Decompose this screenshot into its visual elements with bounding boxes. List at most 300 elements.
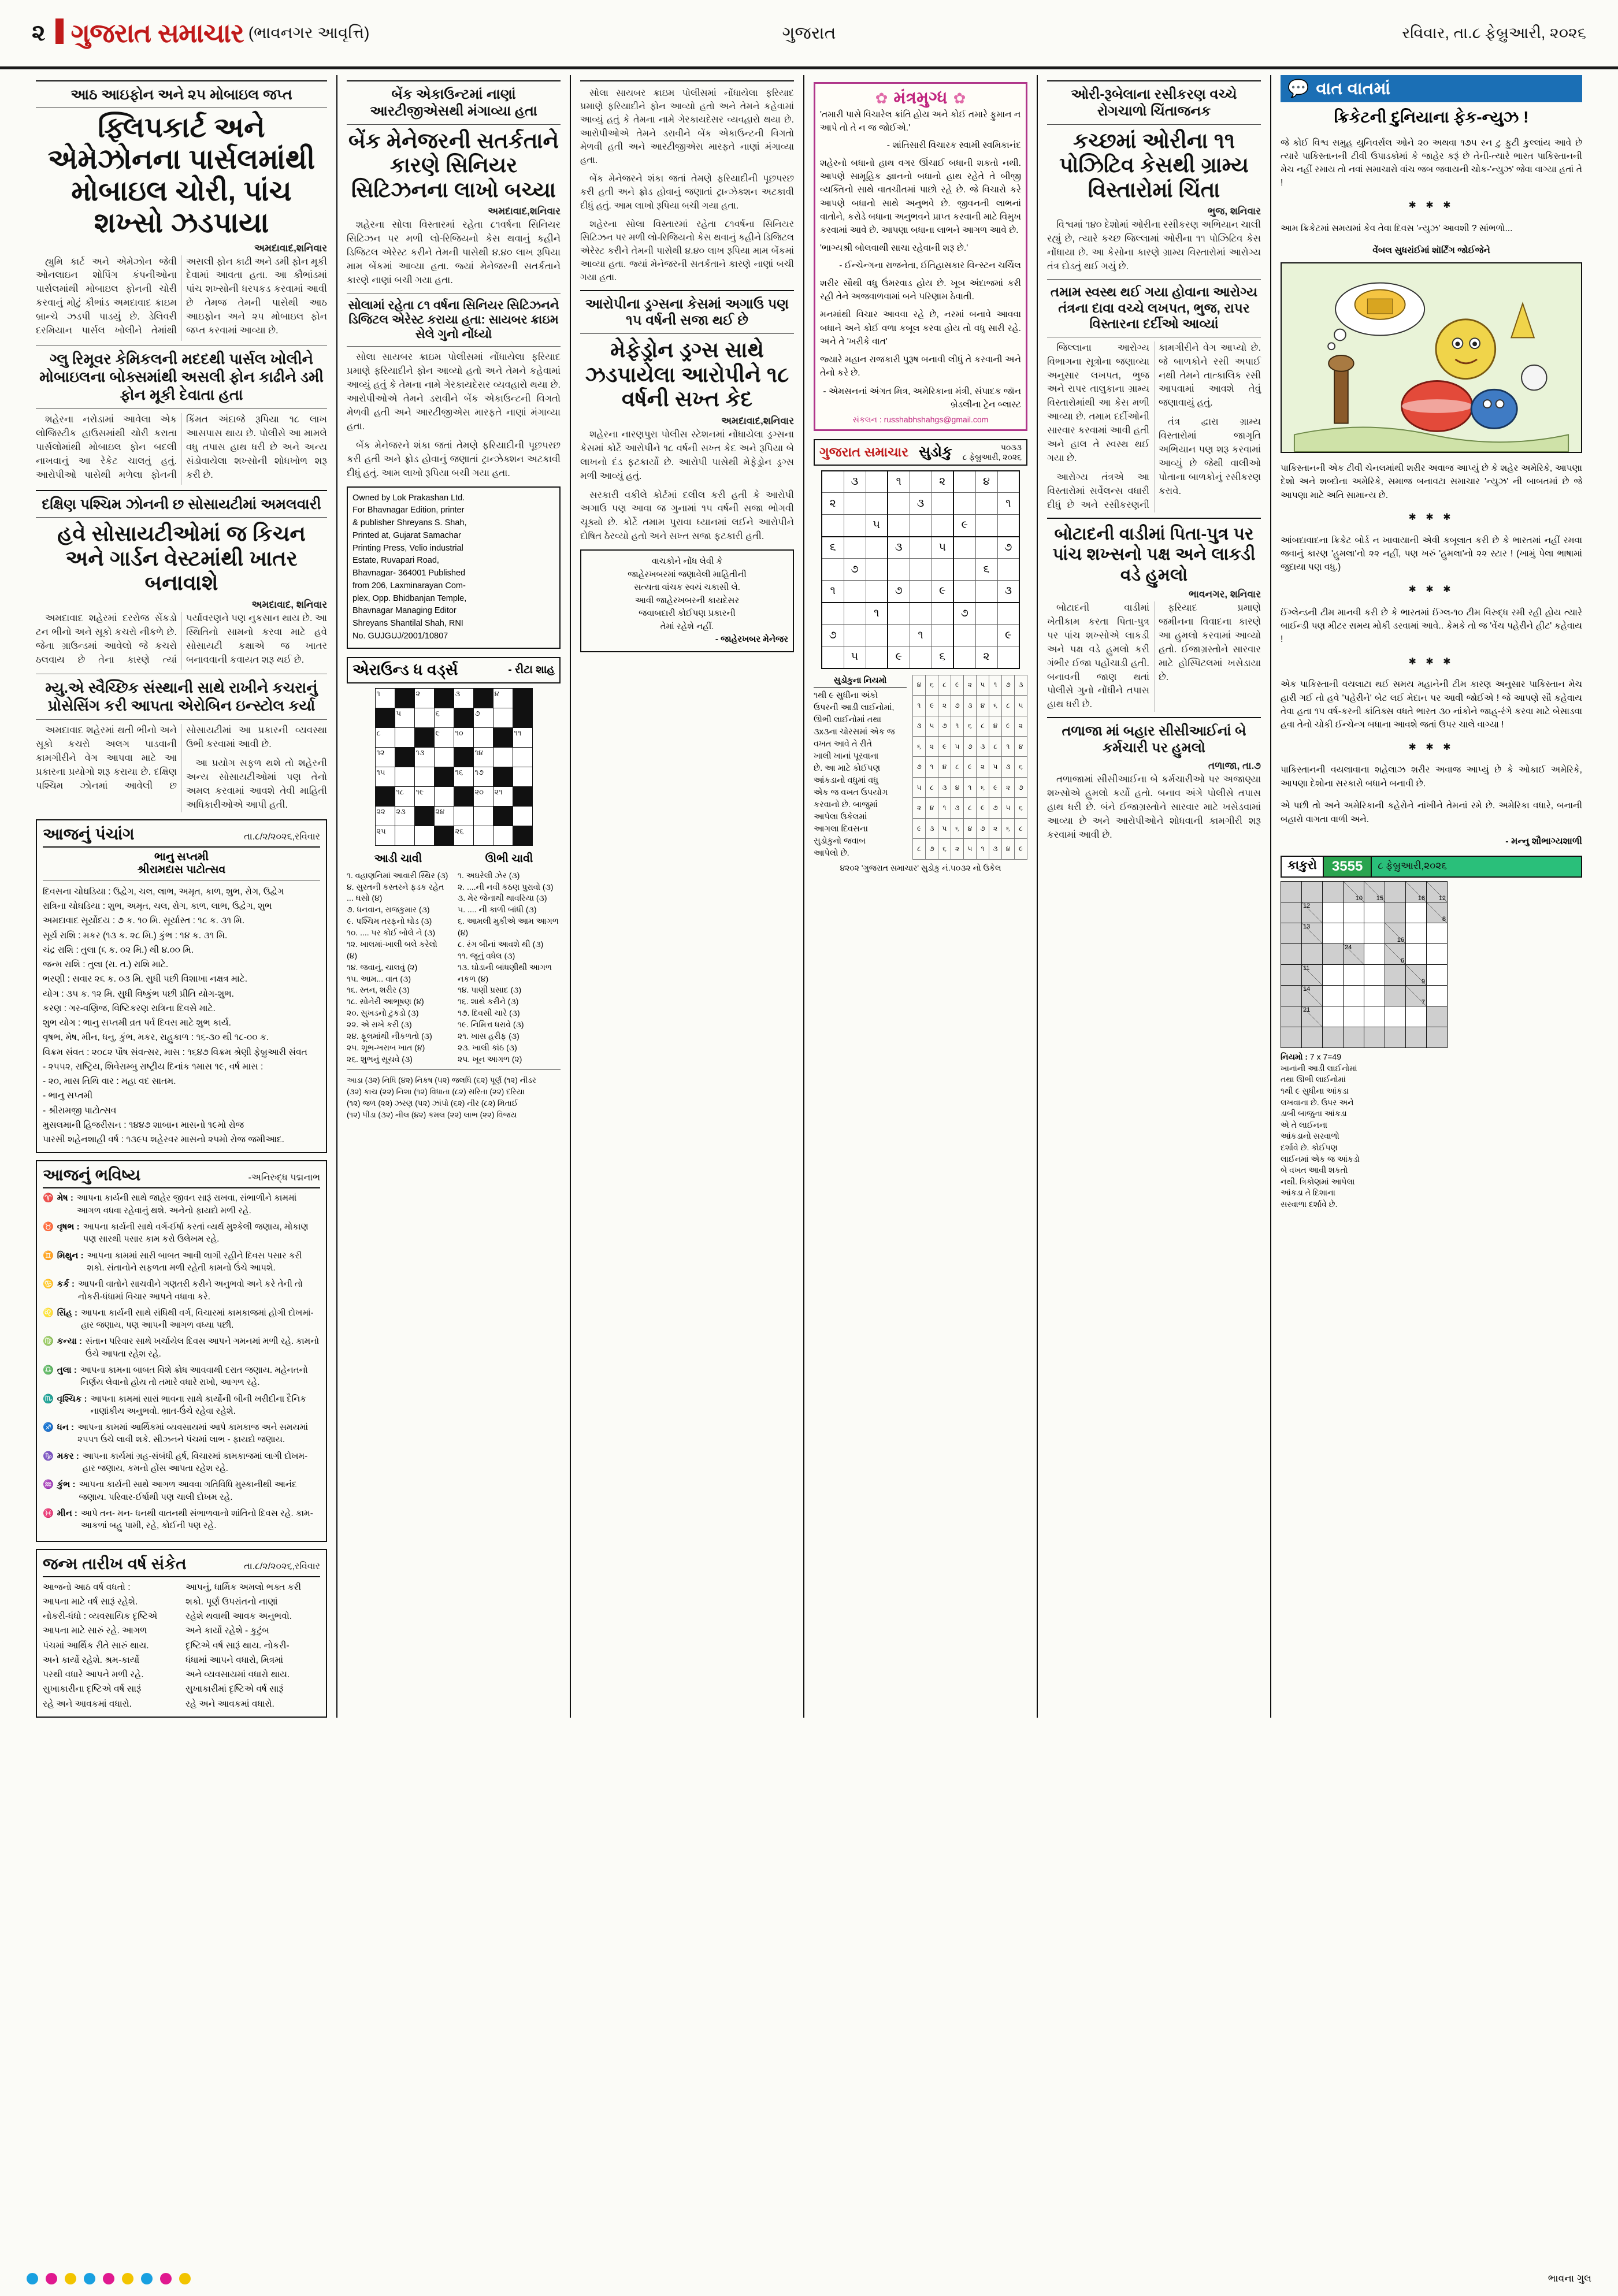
cw-cell[interactable] — [414, 708, 434, 727]
cw-cell[interactable] — [414, 826, 434, 845]
ans-cell: ૭ — [926, 839, 938, 859]
sudoku-cell[interactable]: ૭ — [997, 537, 1019, 559]
cw-block — [513, 826, 532, 845]
sudoku-cell[interactable] — [866, 537, 888, 559]
sudoku-cell[interactable]: ૯ — [997, 625, 1019, 647]
kakuro-cell[interactable] — [1406, 1006, 1427, 1027]
sudoku-cell[interactable]: ૩ — [910, 493, 932, 515]
cw-cell[interactable] — [395, 767, 414, 786]
cw-cell[interactable]: ૬ — [434, 708, 454, 727]
kakuro-cell[interactable] — [1364, 986, 1385, 1006]
sudoku-cell[interactable] — [975, 603, 997, 625]
horoscope-item — [43, 1221, 320, 1246]
crossword-title: એરાઉન્ડ ધ વર્ડ્સ — [352, 660, 458, 678]
sudoku-cell[interactable] — [975, 581, 997, 603]
sudoku-cell[interactable]: ૯ — [888, 647, 910, 668]
kakuro-rule-line: બે વખત આવી શકતો — [1281, 1165, 1348, 1175]
birth-col-left — [43, 1581, 177, 1712]
ans-cell: ૫ — [977, 675, 989, 695]
ans-cell: ૯ — [964, 757, 977, 777]
sudoku-grid[interactable] — [821, 470, 1020, 669]
ans-cell: ૯ — [913, 818, 926, 838]
cw-cell[interactable] — [513, 767, 532, 786]
kakuro-rule-line: લખવાના છે. ઉપર અને — [1281, 1097, 1354, 1107]
mantra-para: જ્યારે મહાન રાજકારી પુરૂષ બનાવી લીધું તે કરવાની અને તેનો કરે છે. — [820, 355, 1021, 378]
kakuro-cell[interactable] — [1344, 902, 1364, 923]
sudoku-cell[interactable] — [822, 515, 844, 537]
story5-para-1: વિશ્વમાં ૧૪૦ દેશોમાં ઓરીના રસીકરણ અભિયાન ચાલી રહ્યું છે, ત્યારે કચ્છ જિલ્લામાં ઓરીના ૧૧ પોઝિટિવ કેસ નોંધાયા છે. આ કેસોના કારણે ગ્રામ્ય વિસ્તારોમાં આરોગ્ય તંત્ર દોડતું થઈ ગયું છે. — [1047, 220, 1261, 272]
sudoku-cell[interactable] — [822, 603, 844, 625]
zodiac-sagittarius-icon: ♐ — [43, 1422, 54, 1433]
clue: ૪. સુરતની કસ્તરને ફડક રહેત ... ઘસો (૪) — [347, 882, 444, 903]
sudoku-cell[interactable] — [975, 625, 997, 647]
down-title: ઊભી ચાવી — [485, 852, 533, 865]
kakuro-cell[interactable] — [1364, 1006, 1385, 1027]
sudoku-cell[interactable]: ૧ — [888, 471, 910, 493]
kakuro-cell[interactable] — [1427, 965, 1448, 986]
sudoku-cell[interactable] — [975, 515, 997, 537]
cw-cell[interactable] — [395, 826, 414, 845]
cw-cell[interactable] — [454, 806, 473, 826]
sudoku-cell[interactable] — [888, 515, 910, 537]
story1-subhead: ગ્લુ રિમૂવર કેમિકલની મદદથી પાર્સલ ખોલીને મોબાઇલના બોક્સમાંથી અસલી ફોન કાઢીને ડમી ફોન મૂકી દેવાતા હતા — [39, 350, 324, 403]
cw-cell[interactable] — [493, 708, 513, 727]
zodiac-aquarius-icon: ♒ — [43, 1480, 54, 1490]
birth-line: પરથી વધારે આપને મળી રહે. — [43, 1670, 144, 1680]
horoscope-title: આજનું ભવિષ્ય — [43, 1166, 141, 1184]
sudoku-meta — [963, 443, 1022, 462]
kakuro-clue: 14 — [1302, 986, 1323, 1006]
sudoku-cell[interactable]: ૯ — [932, 581, 953, 603]
cw-cell[interactable] — [414, 767, 434, 786]
clue: ૨૩. ખાલી કાંઠ (૩) — [458, 1042, 517, 1052]
panchang-row: રાત્રિના ચોઘડિયા : શુભ, અમૃત, ચલ, રોગ, કાળ, લાભ, ઉદ્વેગ, શુભ — [43, 901, 272, 912]
kakuro-clue: 9 — [1406, 965, 1427, 986]
ans-cell: ૪ — [951, 777, 964, 797]
kakuro-header — [1281, 856, 1582, 878]
mantra-contact — [820, 415, 1021, 425]
horoscope-item — [43, 1507, 320, 1532]
cw-cell[interactable]: ૧૬ — [454, 767, 473, 786]
cw-cell[interactable]: ૧૫ — [375, 767, 395, 786]
kakuro-cell[interactable] — [1406, 944, 1427, 965]
kakuro-cell[interactable] — [1385, 1006, 1406, 1027]
kakuro-cell[interactable] — [1344, 986, 1364, 1006]
sudoku-cell[interactable]: ૭ — [822, 625, 844, 647]
ans-cell: ૧ — [913, 696, 926, 716]
story4-byline: અમદાવાદ,શનિવાર — [721, 415, 794, 426]
sudoku-cell[interactable] — [844, 493, 866, 515]
cw-block — [513, 786, 532, 806]
cw-cell[interactable]: ૧૭ — [473, 767, 493, 786]
color-dot — [103, 2273, 114, 2284]
sudoku-cell[interactable] — [910, 559, 932, 581]
sudoku-cell[interactable]: ૧ — [910, 625, 932, 647]
sudoku-cell[interactable] — [953, 493, 975, 515]
kakuro-rule-line: ૧થી ૯ સુધીના આંકડા — [1281, 1086, 1349, 1096]
sudoku-answer-grid — [912, 675, 1027, 860]
rule-line: ૩x૩ના ચોરસમાં એક જ — [814, 727, 895, 737]
sudoku-cell[interactable]: ૩ — [844, 471, 866, 493]
sudoku-cell[interactable] — [997, 559, 1019, 581]
zodiac-name: વૃશ્ચિક : — [57, 1394, 87, 1404]
cw-cell[interactable]: ૨૪ — [434, 806, 454, 826]
story5-para-3: આરોગ્ય તંત્રએ આ વિસ્તારોમાં સર્વેલન્સ વધારી દીધું છે અને રસીકરણની કામગીરીને વેગ આપ્યો છે. જે બાળકોને રસી અપાઈ નથી તેમને તાત્કાલિક રસી આપવામાં આવશે તેવું જણાવાયું હતું. — [1047, 342, 1261, 510]
kakuro-rule-line: એ તે લાઈનના — [1281, 1120, 1327, 1130]
cw-cell[interactable]: ૮ — [375, 727, 395, 747]
zodiac-text: આપે તન- મન- ધનથી વાતનથી સંભાળવાનો શાંતિનો દિવસ રહે. કામ-આકળાં બહુ પામી, રહે, કોઈની પણ રહે. — [80, 1508, 313, 1531]
mantra-quote: 'તમારી પાસે વિચારેલ ક્રાંતિ હોય અને કોઈ તમારે ફુમાન ન આપે તો તે ન જ જોઈએ.' — [820, 110, 1021, 133]
birth-line: આજનો આઠ વર્ષ વધતો : — [43, 1582, 131, 1592]
cw-cell[interactable]: ૨૩ — [395, 806, 414, 826]
zodiac-scorpio-icon: ♏ — [43, 1394, 54, 1404]
sudoku-cell[interactable] — [844, 603, 866, 625]
zodiac-aries-icon: ♈ — [43, 1193, 54, 1203]
ans-cell: ૬ — [964, 716, 977, 736]
cw-cell[interactable]: ૧ — [375, 688, 395, 708]
kakuro-cell[interactable] — [1364, 902, 1385, 923]
sudoku-cell[interactable]: ૨ — [822, 493, 844, 515]
column-article-body — [1281, 136, 1582, 849]
story6-headline: બોટાદની વાડીમાં પિતા-પુત્ર પર પાંચ શખ્સનો પક્ષ અને લાકડી વડે હુમલો — [1052, 524, 1256, 585]
zodiac-text: આપની વાતોને સાચવીને ગણતરી કરીને અનુભવો અને કરે તેની તો નોકરી-ધંધામાં વિચાર આપને વધાવા કરે. — [78, 1279, 303, 1302]
kakuro-cell[interactable] — [1323, 1006, 1344, 1027]
cw-block — [454, 786, 473, 806]
kakuro-cell[interactable] — [1323, 986, 1344, 1006]
kakuro-clue: 8 — [1427, 902, 1448, 923]
story2-kicker: દક્ષિણ પશ્ચિમ ઝોનની છ સોસાયટીમાં અમલવારી — [42, 496, 321, 513]
cw-cell[interactable] — [493, 826, 513, 845]
sudoku-cell[interactable] — [910, 515, 932, 537]
sudoku-cell[interactable]: ૬ — [822, 537, 844, 559]
sudoku-cell[interactable] — [888, 559, 910, 581]
clue: ૨૧. ખાસ હરીફ (૩) — [458, 1031, 519, 1041]
zodiac-text: આપના કાર્યની સાથે વર્ગ-ઈર્ષા કરતાં વ્યર્થ મુશ્કેલી જણાય, મોકાણ પણ સારથી પસાર કામ કરો ઉલેખમ રહે. — [83, 1222, 309, 1244]
ans-cell: ૬ — [1002, 818, 1015, 838]
ans-cell: ૩ — [1002, 757, 1015, 777]
sudoku-cell[interactable] — [866, 493, 888, 515]
kakuro-block — [1385, 986, 1406, 1006]
sudoku-cell[interactable] — [910, 537, 932, 559]
sudoku-cell[interactable] — [910, 581, 932, 603]
cw-cell[interactable]: ૧૩ — [414, 747, 434, 767]
sudoku-cell[interactable] — [975, 537, 997, 559]
zodiac-capricorn-icon: ♑ — [43, 1451, 54, 1461]
ans-cell: ૯ — [926, 696, 938, 716]
panchang-row: વિક્રમ સંવત : ૨૦૮૨ પૌષ સંવત્સર, માસ : ૧૬૪૭ વિક્રમ શ્રેણી ફેબ્રુઆરી સંવત — [43, 1047, 307, 1057]
crossword-grid[interactable] — [375, 688, 533, 846]
sudoku-cell[interactable] — [888, 493, 910, 515]
sudoku-cell[interactable]: ૩ — [997, 581, 1019, 603]
sudoku-cell[interactable] — [866, 559, 888, 581]
sudoku-cell[interactable]: ૬ — [975, 559, 997, 581]
birth-line: અને કાર્યો રહેશે. શ્રમ-કાર્યો — [43, 1655, 140, 1665]
birth-line: સુખાકારીમાં દૃષ્ટિએ વર્ષ સારૂં — [185, 1684, 284, 1695]
story4-kicker: આરોપીના ડ્રગ્સના કેસમાં અગાઉ પણ ૧૫ વર્ષની સજા થઈ છે — [585, 296, 789, 329]
birth-title-row — [43, 1555, 320, 1577]
cw-cell[interactable] — [434, 786, 454, 806]
kakuro-clue: 24 — [1344, 944, 1364, 965]
story6-para-2: ફરિયાદ પ્રમાણે જમીનના વિવાદના કારણે આ હુમલો કરવામાં આવ્યો હતો. ઈજાગ્રસ્તોને સારવાર માટે હોસ્પિટલમાં ખસેડાયા છે. — [1159, 602, 1261, 682]
masthead — [0, 0, 1618, 69]
horoscope-list — [43, 1192, 320, 1532]
sudoku-cell[interactable] — [866, 471, 888, 493]
imprint-line: Bhavnagar Managing Editor — [352, 606, 457, 616]
across-clues — [347, 852, 450, 1065]
ans-cell: ૮ — [964, 798, 977, 818]
sudoku-cell[interactable] — [844, 581, 866, 603]
sudoku-cell[interactable] — [888, 603, 910, 625]
sudoku-rules-title: સુડોકુના નિયમો — [814, 675, 907, 688]
color-dot — [27, 2273, 38, 2284]
sudoku-cell[interactable]: ૨ — [975, 647, 997, 668]
clue: ૧૦. .... પર કોઈ બોલે ને (૩) — [347, 928, 435, 938]
kakuro-cell[interactable] — [1323, 965, 1344, 986]
birth-line: આપનું, ધાર્મિક અમલો ભક્ત કરી — [185, 1582, 302, 1592]
mantra-para: મનમાંથી વિચાર આવવા રહે છે, નરમાં બનાવે આવવા બધાને અને કોઈ વળા કબૂલ કરવા હોય તો વધુ સારી રહે. અને તે 'ખરીકે વાત' — [820, 310, 1021, 347]
cw-block — [493, 767, 513, 786]
cw-cell[interactable]: ૨૧ — [493, 786, 513, 806]
cartoon-illustration — [1281, 262, 1582, 453]
story2-subhead: મ્યુ.એ સ્વૈચ્છિક સંસ્થાની સાથે રાખીને કચરાનું પ્રોસેસિંગ કરી આપતા એરોબિન ઇન્સ્ટોલ કર્યા — [45, 679, 318, 715]
sudoku-cell[interactable] — [953, 559, 975, 581]
ans-cell: ૭ — [989, 798, 1002, 818]
sudoku-cell[interactable] — [997, 603, 1019, 625]
horoscope-author: -અનિરુદ્ધ પદ્મનાભ — [248, 1173, 320, 1183]
ans-cell: ૮ — [951, 757, 964, 777]
horoscope-item — [43, 1421, 320, 1446]
sudoku-cell[interactable] — [953, 537, 975, 559]
story6-byline: ભાવનગર, શનિવાર — [1189, 588, 1261, 600]
clue: ૧. વહાણનિમાં આવારી સ્થિર (૩) — [347, 870, 448, 880]
section-title: ગુજરાત — [782, 23, 836, 43]
kakuro-block — [1302, 1027, 1323, 1048]
sudoku-cell[interactable] — [932, 493, 953, 515]
kakuro-cell[interactable] — [1364, 923, 1385, 944]
kakuro-cell[interactable] — [1427, 986, 1448, 1006]
horoscope-panel — [36, 1160, 327, 1541]
kakuro-block — [1427, 1027, 1448, 1048]
column-5 — [1037, 75, 1270, 1718]
cw-cell[interactable]: ૨૫ — [375, 826, 395, 845]
story1-byline: અમદાવાદ,શનિવાર — [254, 242, 327, 254]
sudoku-cell[interactable] — [975, 493, 997, 515]
clue: ૧૯. નિમિત્ત ધરાવે (૩) — [458, 1020, 524, 1030]
sudoku-cell[interactable] — [953, 647, 975, 668]
separator-stars: ✱ ✱ ✱ — [1408, 656, 1454, 667]
cw-cell[interactable]: ૨૬ — [454, 826, 473, 845]
color-dot — [179, 2273, 191, 2284]
kakuro-cell[interactable] — [1323, 923, 1344, 944]
cw-cell[interactable] — [395, 727, 414, 747]
ans-cell: ૩ — [989, 839, 1002, 859]
ans-cell: ૬ — [951, 818, 964, 838]
kakuro-rule-line: સરવાળા દર્શાવે છે. — [1281, 1199, 1338, 1209]
sudoku-cell[interactable]: ૬ — [932, 647, 953, 668]
sudoku-cell[interactable] — [822, 559, 844, 581]
cw-cell[interactable]: ૧૦ — [454, 727, 473, 747]
sudoku-cell[interactable] — [888, 625, 910, 647]
sudoku-cell[interactable] — [953, 581, 975, 603]
story3-cont-1: સોલા સાયબર ક્રાઇમ પોલીસમાં નોંધાયેલા ફરિયાદ પ્રમાણે ફરિયાદીને ફોન આવ્યો હતો અને તેમને કહેવામાં આવ્યું હતું કે તેમના નામે ગેરકાયદેસર વ્યવહારો થયા છે. આરોપીઓએ તેમને ડરાવીને બેંક એકાઉન્ટની વિગતો મેળવી હતી અને આરટીજીએસ મારફતે નાણાં મંગાવ્યા હતા. — [580, 88, 794, 165]
kakuro-grid[interactable] — [1281, 881, 1448, 1048]
sudoku-cell[interactable] — [932, 515, 953, 537]
column-1 — [27, 75, 336, 1718]
sudoku-cell[interactable] — [866, 625, 888, 647]
kakuro-clue: 21 — [1302, 1006, 1323, 1027]
sudoku-cell[interactable]: ૩ — [888, 537, 910, 559]
sudoku-cell[interactable] — [910, 471, 932, 493]
cw-cell[interactable]: ૨૨ — [375, 806, 395, 826]
sudoku-cell[interactable] — [844, 537, 866, 559]
sudoku-cell[interactable] — [844, 625, 866, 647]
sudoku-cell[interactable]: ૫ — [844, 647, 866, 668]
cw-cell[interactable]: ૧૧ — [513, 727, 532, 747]
mantra-contact-label: સંકલન : — [852, 415, 882, 424]
mantra-para: શરીર સૌથી વધુ ઉંમરવાડ હોય છે. ખૂબ અંદાજમાં કરી રહી તેને અજવાળવામાં બને પરિણામ ઠેવાતી. — [820, 278, 1021, 302]
sudoku-cell[interactable] — [997, 515, 1019, 537]
ans-cell: ૬ — [989, 696, 1002, 716]
zodiac-name: મિથુન : — [57, 1250, 84, 1261]
kakuro-clue: 12 — [1427, 882, 1448, 902]
cw-cell[interactable]: ૩ — [454, 688, 473, 708]
story7-para-1: તળાજામાં સીસીઆઈના બે કર્મચારીઓ પર અજાણ્યા શખ્સોએ હુમલો કર્યો હતો. બનાવ અંગે પોલીસે તપાસ હાથ ધરી છે. બંને ઈજાગ્રસ્તોને સારવાર માટે ખસેડવામાં આવ્યા છે અને આરોપીઓને શોધવાની કામગીરી શરૂ કરવામાં આવી છે. — [1047, 774, 1261, 840]
cw-cell[interactable]: ૭ — [473, 708, 493, 727]
kakuro-number: 3555 — [1324, 856, 1372, 878]
sudoku-cell[interactable]: ૭ — [844, 559, 866, 581]
story5-kicker: ઓરી-રૂબેલાના રસીકરણ વચ્ચે રોગચાળો ચિંતાજનક — [1071, 87, 1237, 119]
sudoku-cell[interactable]: ૯ — [953, 515, 975, 537]
imprint-line: Printed at, Gujarat Samachar — [352, 530, 461, 540]
story5-byline: ભુજ, શનિવાર — [1207, 206, 1261, 217]
zodiac-name: વૃષભ : — [57, 1222, 80, 1232]
cw-cell[interactable] — [513, 747, 532, 767]
story7-byline: તળાજા, તા.૭ — [1208, 760, 1261, 771]
sudoku-cell[interactable]: ૭ — [953, 603, 975, 625]
cw-block — [493, 806, 513, 826]
cw-cell[interactable]: ૧૪ — [473, 747, 493, 767]
sudoku-cell[interactable]: ૭ — [888, 581, 910, 603]
sudoku-cell[interactable]: ૨ — [932, 471, 953, 493]
ans-cell: ૩ — [951, 798, 964, 818]
sudoku-cell[interactable] — [932, 559, 953, 581]
sudoku-logo: ગુજરાત સમાચાર — [819, 444, 909, 460]
story4-headline: મેફેડ્રોન ડ્રગ્સ સાથે ઝડપાયેલા આરોપીને ૧૮ વર્ષની સખ્ત કેદ — [585, 338, 789, 411]
cw-cell[interactable] — [434, 747, 454, 767]
zodiac-taurus-icon: ♉ — [43, 1222, 54, 1232]
sudoku-cell[interactable]: ૧ — [822, 581, 844, 603]
cw-cell[interactable]: ૧૨ — [375, 747, 395, 767]
ans-cell: ૮ — [977, 716, 989, 736]
horoscope-item — [43, 1278, 320, 1303]
sudoku-cell[interactable]: ૧ — [866, 603, 888, 625]
sudoku-cell[interactable] — [844, 515, 866, 537]
cw-cell[interactable]: ૧૮ — [395, 786, 414, 806]
cw-cell[interactable] — [473, 806, 493, 826]
sudoku-cell[interactable]: ૪ — [975, 471, 997, 493]
kakuro-cell[interactable] — [1364, 965, 1385, 986]
cw-block — [395, 688, 414, 708]
sudoku-cell[interactable] — [997, 471, 1019, 493]
kakuro-rule-line: તથા ઊભી લાઈનોમાં — [1281, 1075, 1346, 1084]
sudoku-cell[interactable] — [997, 647, 1019, 668]
ans-cell: ૯ — [1015, 839, 1027, 859]
cw-cell[interactable] — [473, 826, 493, 845]
cw-cell[interactable]: ૫ — [395, 708, 414, 727]
ans-cell: ૬ — [926, 675, 938, 695]
sudoku-footer-note: ૪૨૦૨ 'ગુજરાત સમાચાર' સુડોકુ નં.૫૦૩૨ નો ઉકેલ — [840, 863, 1001, 872]
kakuro-cell[interactable] — [1406, 923, 1427, 944]
ans-cell: ૮ — [926, 777, 938, 797]
disclaimer-line: આવી જાહેરખબરની કાયદેસર — [634, 595, 740, 605]
sudoku-cell[interactable] — [910, 603, 932, 625]
ans-cell: ૯ — [989, 777, 1002, 797]
answer-line: (૧૨) પીડા (૩૨) નીલ (૪૨) કમલ (૨૨) લાભ (૨૨) વિજય — [347, 1110, 517, 1120]
horoscope-item — [43, 1250, 320, 1275]
clue: ૨૫. શૂભ-ખરાબ ખાત (૪) — [347, 1042, 425, 1052]
zodiac-text: આપના કાર્યની સાથે સંધિથી વર્ગ, વિચારમાં કામકાજમાં હોગી દોખમાં- હાર જણાય, પણ આપની આગળ વધ્યા પછી. — [81, 1307, 314, 1331]
cw-cell[interactable]: ૯ — [434, 727, 454, 747]
kakuro-cell[interactable] — [1344, 923, 1364, 944]
mantra-attrib: - ઈન્ચેન્ગના રાજનેતા, ઈતિહાસકાર વિન્સ્ટન ચર્ચિલ — [839, 260, 1021, 270]
cw-cell[interactable] — [493, 747, 513, 767]
ans-cell: ૫ — [1015, 696, 1027, 716]
sudoku-cell[interactable] — [953, 625, 975, 647]
kakuro-block — [1385, 882, 1406, 902]
sudoku-cell[interactable] — [822, 647, 844, 668]
answer-line: (૧૨) જળ (૨૨) ઝરણ (૫૨) ઝાંપો (૬૨) નીર (૮૨) મિતાઈ — [347, 1099, 518, 1108]
kakuro-cell[interactable] — [1364, 944, 1385, 965]
separator-stars: ✱ ✱ ✱ — [1408, 200, 1454, 210]
kakuro-rule-line: ડાબી બાજુના આંકડા — [1281, 1109, 1347, 1119]
zodiac-leo-icon: ♌ — [43, 1307, 54, 1318]
sudoku-cell[interactable] — [866, 581, 888, 603]
sudoku-cell[interactable]: ૫ — [932, 537, 953, 559]
cw-cell[interactable]: ૨૦ — [473, 786, 493, 806]
cw-cell[interactable]: ૧૯ — [414, 786, 434, 806]
kakuro-cell[interactable] — [1406, 902, 1427, 923]
sudoku-cell[interactable] — [932, 603, 953, 625]
mantra-attrib: - એમસનનાં અંગત મિત્ર, અમેરિકાના મંત્રી, સંપાદક જૉન બ્રેડલીના ટ્રેન બ્લાસ્ટ — [823, 386, 1021, 410]
column-para: જે કોઈ વિશ્વ સમુહ યુનિવર્સલ ઓને ૨૦ અથવા ૧૭૫ રન ટુ ફુટી કુલ્લાંય આવે છે ત્યારે પાકિસ્તાનની ટીવી ઉપાડકોમાં કે જાહેર કરૂં છે તેની-ત્યારે ભારત પાકિસ્તાનની મેચ નહીં રમાય તો નવાં સમાચારો વાંચ જબ જવાયની ચોક-'ન્યુઝ' જેવા વાગ્યા હતાં તે ! — [1281, 138, 1582, 188]
publication-logo: ગુજરાત સમાચાર — [55, 17, 243, 50]
sudoku-cell[interactable] — [932, 625, 953, 647]
cw-cell[interactable] — [473, 727, 493, 747]
imprint-line: from 206, Laxminarayan Com- — [352, 581, 466, 590]
sudoku-cell[interactable]: ૫ — [866, 515, 888, 537]
imprint-line: Bhavnagar- 364001 Published — [352, 569, 466, 578]
kakuro-cell[interactable] — [1427, 923, 1448, 944]
kakuro-cell[interactable] — [1323, 902, 1344, 923]
kakuro-cell[interactable] — [1344, 965, 1364, 986]
sudoku-cell[interactable]: ૧ — [997, 493, 1019, 515]
kakuro-cell[interactable] — [1427, 944, 1448, 965]
cw-cell[interactable]: ૪ — [493, 688, 513, 708]
kakuro-clue: 13 — [1302, 923, 1323, 944]
mantra-email[interactable]: russhabhshahgs@gmail.com — [884, 415, 989, 424]
sudoku-cell[interactable] — [866, 647, 888, 668]
cw-cell[interactable]: ૨ — [414, 688, 434, 708]
column-para: પાકિસ્તાનની એક ટીવી ચેનલમાંથી શરીર અવાજ આપ્યું છે કે શહેર અમેરિકે, આપણા દેશો અને શબ્દોના અમેરિકે, સમાજ બનાવટા સમાચાર 'ન્યુઝ' ની બાબતમાં છે જે આપણા માટે અતિ સામાન્ય છે. — [1281, 463, 1582, 500]
sudoku-cell[interactable] — [953, 471, 975, 493]
column-6 — [1270, 75, 1591, 1718]
sudoku-cell[interactable] — [822, 471, 844, 493]
cw-cell[interactable] — [513, 806, 532, 826]
ans-cell: ૭ — [1002, 675, 1015, 695]
panchang-date: તા.૮/૨/૨૦૨૬,રવિવાર — [244, 831, 320, 842]
sudoku-cell[interactable] — [910, 647, 932, 668]
kakuro-cell[interactable] — [1344, 1006, 1364, 1027]
